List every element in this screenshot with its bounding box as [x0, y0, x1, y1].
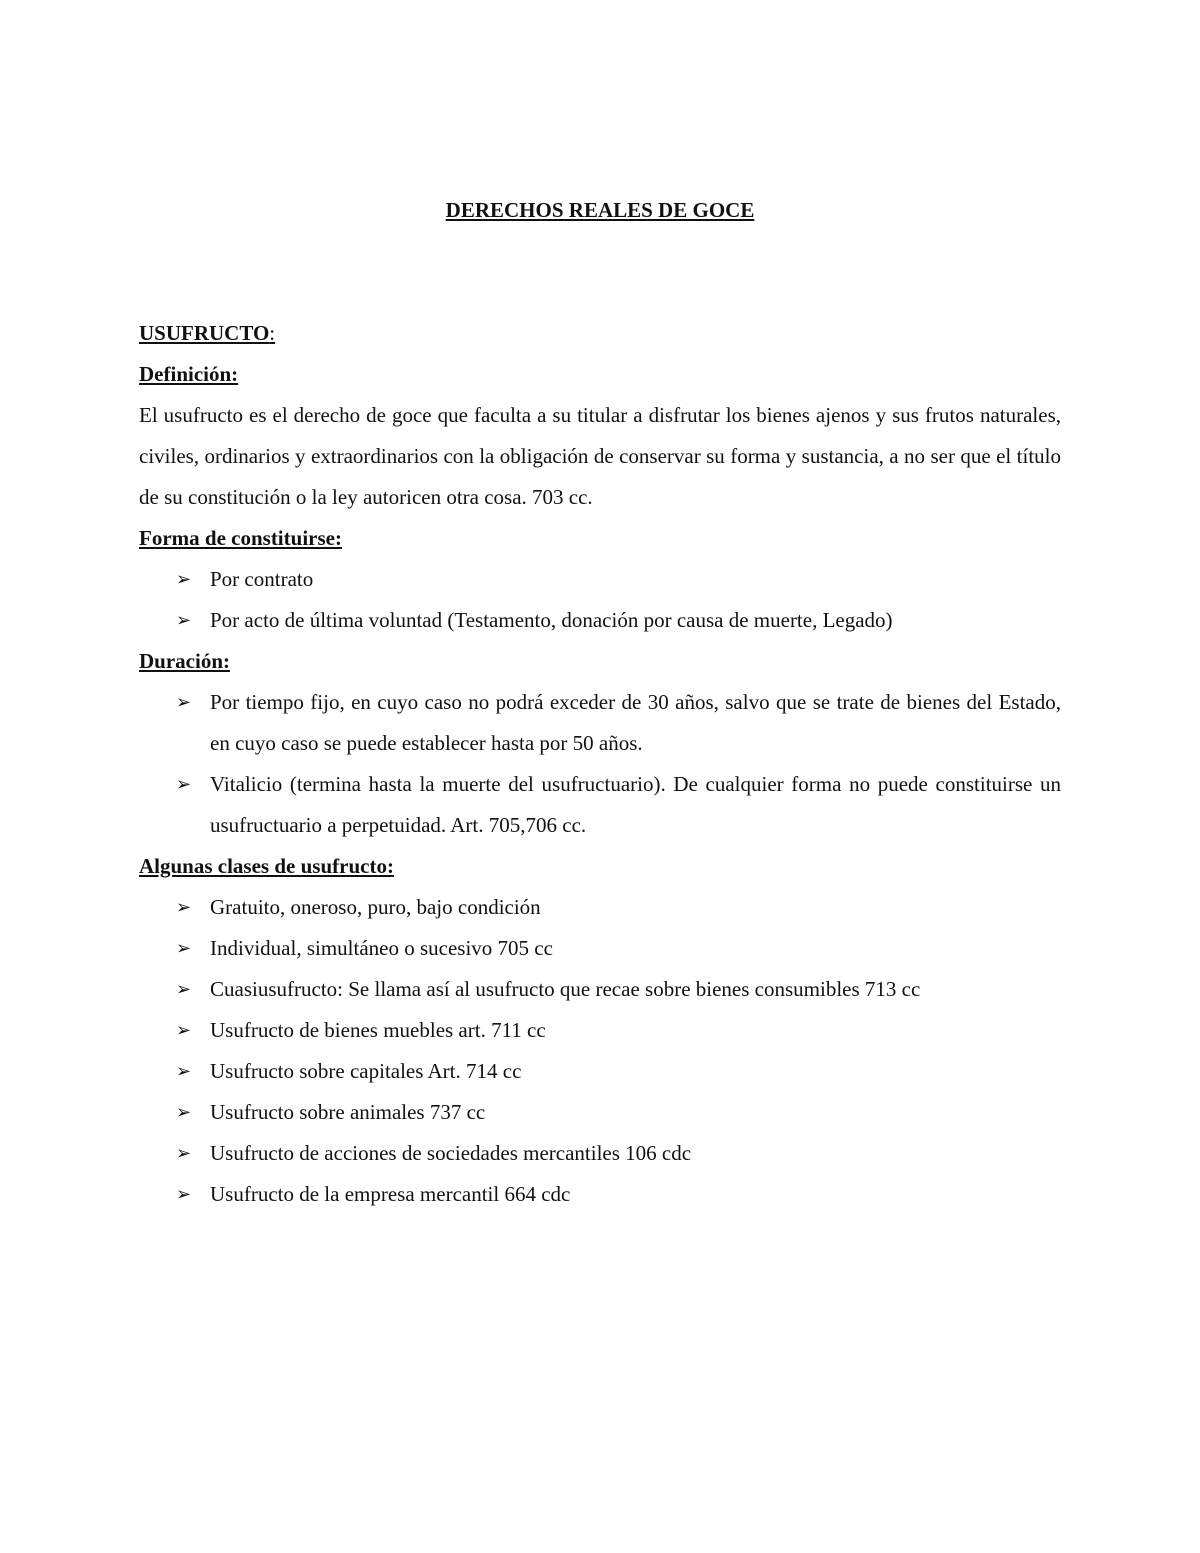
arrow-bullet-icon: ➢ — [176, 774, 192, 795]
list-item — [139, 969, 1061, 1010]
list-item-text: Usufructo sobre capitales Art. 714 cc — [210, 1059, 522, 1083]
list-item-text: Por tiempo fijo, en cuyo caso no podrá exceder de 30 años, salvo que se trate de bienes del Estado, en cuyo caso se puede establecer hasta por 50 años. — [210, 690, 1061, 755]
list-item-text: Vitalicio (termina hasta la muerte del usufructuario). De cualquier forma no puede constituirse un usufructuario a perpetuidad. Art. 705,706 cc. — [210, 772, 1061, 837]
heading-duracion: Duración: — [139, 649, 230, 673]
arrow-bullet-icon: ➢ — [176, 979, 192, 1000]
heading-definicion: Definición: — [139, 362, 239, 386]
list-item-text: Por contrato — [210, 567, 314, 591]
list-item — [139, 1174, 1061, 1215]
list-item — [139, 764, 1061, 846]
list-item — [139, 600, 1061, 641]
list-item — [139, 1010, 1061, 1051]
definicion-paragraph: El usufructo es el derecho de goce que faculta a su titular a disfrutar los bienes ajenos y sus frutos naturales, civiles, ordinarios y extraordinarios con la obligación de conservar su forma y sustancia, a no ser que el título de su constitución o la ley autoricen otra cosa. 703 cc. — [139, 403, 1061, 509]
document-page — [139, 190, 1061, 1215]
clases-list — [139, 887, 1061, 1215]
heading-clases: Algunas clases de usufructo: — [139, 854, 394, 878]
list-item-text: Cuasiusufructo: Se llama así al usufructo que recae sobre bienes consumibles 713 cc — [210, 977, 921, 1001]
arrow-bullet-icon: ➢ — [176, 938, 192, 959]
list-item — [139, 1092, 1061, 1133]
section-heading-usufructo — [139, 313, 1061, 354]
forma-list — [139, 559, 1061, 641]
list-item — [139, 1133, 1061, 1174]
arrow-bullet-icon: ➢ — [176, 1143, 192, 1164]
list-item — [139, 682, 1061, 764]
heading-forma: Forma de constituirse: — [139, 526, 342, 550]
list-item — [139, 928, 1061, 969]
arrow-bullet-icon: ➢ — [176, 1102, 192, 1123]
duracion-list — [139, 682, 1061, 846]
list-item — [139, 887, 1061, 928]
list-item-text: Usufructo de bienes muebles art. 711 cc — [210, 1018, 546, 1042]
list-item-text: Por acto de última voluntad (Testamento, donación por causa de muerte, Legado) — [210, 608, 893, 632]
arrow-bullet-icon: ➢ — [176, 610, 192, 631]
title-spacer — [139, 231, 1061, 313]
list-item-text: Gratuito, oneroso, puro, bajo condición — [210, 895, 541, 919]
list-item-text: Usufructo sobre animales 737 cc — [210, 1100, 486, 1124]
arrow-bullet-icon: ➢ — [176, 897, 192, 918]
list-item-text: Individual, simultáneo o sucesivo 705 cc — [210, 936, 553, 960]
arrow-bullet-icon: ➢ — [176, 1020, 192, 1041]
list-item — [139, 1051, 1061, 1092]
arrow-bullet-icon: ➢ — [176, 1061, 192, 1082]
list-item — [139, 559, 1061, 600]
document-title: DERECHOS REALES DE GOCE — [445, 198, 755, 222]
section-heading-text: USUFRUCTO — [139, 321, 270, 345]
section-heading-suffix: : — [269, 321, 276, 345]
arrow-bullet-icon: ➢ — [176, 692, 192, 713]
arrow-bullet-icon: ➢ — [176, 1184, 192, 1205]
list-item-text: Usufructo de acciones de sociedades mercantiles 106 cdc — [210, 1141, 692, 1165]
list-item-text: Usufructo de la empresa mercantil 664 cdc — [210, 1182, 571, 1206]
arrow-bullet-icon: ➢ — [176, 569, 192, 590]
